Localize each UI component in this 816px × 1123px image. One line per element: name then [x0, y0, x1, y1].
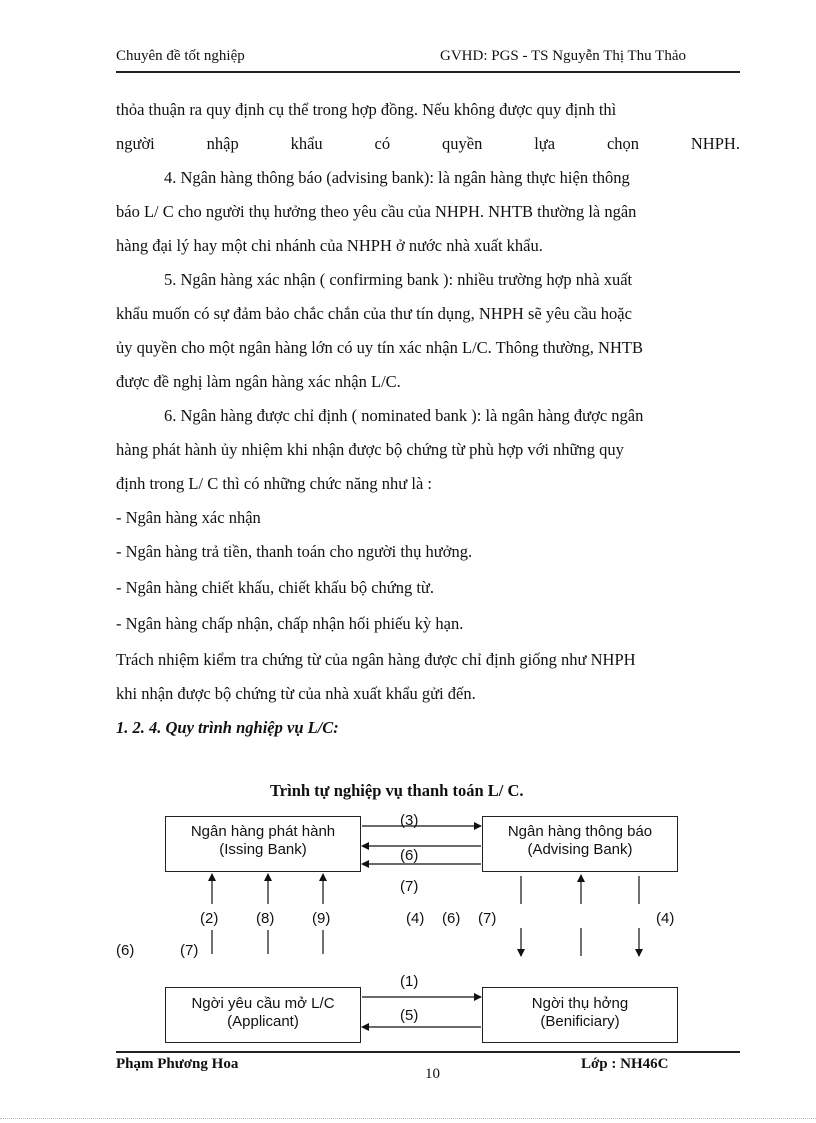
word: người [116, 134, 155, 153]
word: nhập [206, 134, 239, 153]
header-right: GVHD: PGS - TS Nguyễn Thị Thu Thảo [440, 48, 686, 64]
p2-line2: báo L/ C cho người thụ hưởng theo yêu cầu của NHPH. NHTB thường là ngân [116, 202, 637, 221]
p3-line1: 5. Ngân hàng xác nhận ( confirming bank ): nhiều trường hợp nhà xuất [164, 270, 633, 289]
word: quyền [442, 134, 483, 153]
step-7-mid-label: (7) [478, 910, 497, 927]
step-8-label: (8) [256, 910, 275, 927]
p2-line3: hàng đại lý hay một chi nhánh của NHPH ở nước nhà xuất khẩu. [116, 236, 543, 255]
bullet-1: - Ngân hàng xác nhận [116, 508, 261, 527]
bullet-3: - Ngân hàng chiết khấu, chiết khấu bộ chứng từ. [116, 578, 435, 597]
issuing-bank-english: (Issing Bank) [219, 841, 307, 858]
step-9-label: (9) [312, 910, 331, 927]
applicant-name: Ngời yêu cầu mở L/C [191, 995, 335, 1012]
p3-line3: ủy quyền cho một ngân hàng lớn có uy tín xác nhận L/C. Thông thường, NHTB [116, 338, 643, 357]
word: NHPH. [690, 134, 740, 153]
footer-rule [116, 1051, 740, 1053]
footer-author: Phạm Phương Hoa [116, 1056, 239, 1072]
step-6-top-label: (6) [400, 847, 419, 864]
step-6-mid-label: (6) [442, 910, 461, 927]
step-1-label: (1) [400, 973, 419, 990]
section-heading: 1. 2. 4. Quy trình nghiệp vụ L/C: [116, 718, 339, 737]
bullet-4: - Ngân hàng chấp nhận, chấp nhận hối phiếu kỳ hạn. [116, 614, 464, 633]
step-4-mid-label: (4) [406, 910, 425, 927]
beneficiary-name: Ngời thụ hởng [531, 995, 629, 1012]
page-edge [0, 1118, 816, 1119]
word: lựa [534, 134, 556, 153]
word: chọn [606, 134, 640, 153]
advising-bank-name: Ngân hàng thông báo [507, 823, 653, 840]
p4-line3: định trong L/ C thì có những chức năng như là : [116, 474, 432, 493]
step-7-top-label: (7) [400, 878, 419, 895]
advising-bank-english: (Advising Bank) [527, 841, 633, 858]
p5-line2: khi nhận được bộ chứng từ của nhà xuất khẩu gửi đến. [116, 684, 476, 703]
step-7-left-label: (7) [180, 942, 199, 959]
diagram-title: Trình tự nghiệp vụ thanh toán L/ C. [270, 781, 524, 800]
beneficiary-english: (Benificiary) [540, 1013, 620, 1030]
p1-line1: thỏa thuận ra quy định cụ thể trong hợp đồng. Nếu không được quy định thì [116, 100, 617, 119]
word: khẩu [290, 134, 323, 153]
step-3-label: (3) [400, 812, 419, 829]
word: có [374, 134, 391, 153]
p3-line4: được đề nghị làm ngân hàng xác nhận L/C. [116, 372, 401, 391]
header-left: Chuyên đề tốt nghiệp [116, 48, 245, 64]
p2-line1: 4. Ngân hàng thông báo (advising bank): là ngân hàng thực hiện thông [164, 168, 630, 187]
p4-line2: hàng phát hành ủy nhiệm khi nhận được bộ chứng từ phù hợp với những quy [116, 440, 624, 459]
bullet-2: - Ngân hàng trả tiền, thanh toán cho người thụ hưởng. [116, 542, 473, 561]
step-4-right-label: (4) [656, 910, 675, 927]
p4-line1: 6. Ngân hàng được chỉ định ( nominated bank ): là ngân hàng được ngân [164, 406, 644, 425]
step-5-label: (5) [400, 1007, 419, 1024]
page-number: 10 [425, 1066, 440, 1082]
step-2-label: (2) [200, 910, 219, 927]
p5-line1: Trách nhiệm kiểm tra chứng từ của ngân hàng được chỉ định giống như NHPH [116, 650, 636, 669]
p3-line2: khẩu muốn có sự đảm bảo chắc chắn của thư tín dụng, NHPH sẽ yêu cầu hoặc [116, 304, 632, 323]
applicant-english: (Applicant) [227, 1013, 299, 1030]
step-6-left-label: (6) [116, 942, 135, 959]
footer-class: Lớp : NH46C [581, 1056, 669, 1072]
issuing-bank-name: Ngân hàng phát hành [190, 823, 336, 840]
